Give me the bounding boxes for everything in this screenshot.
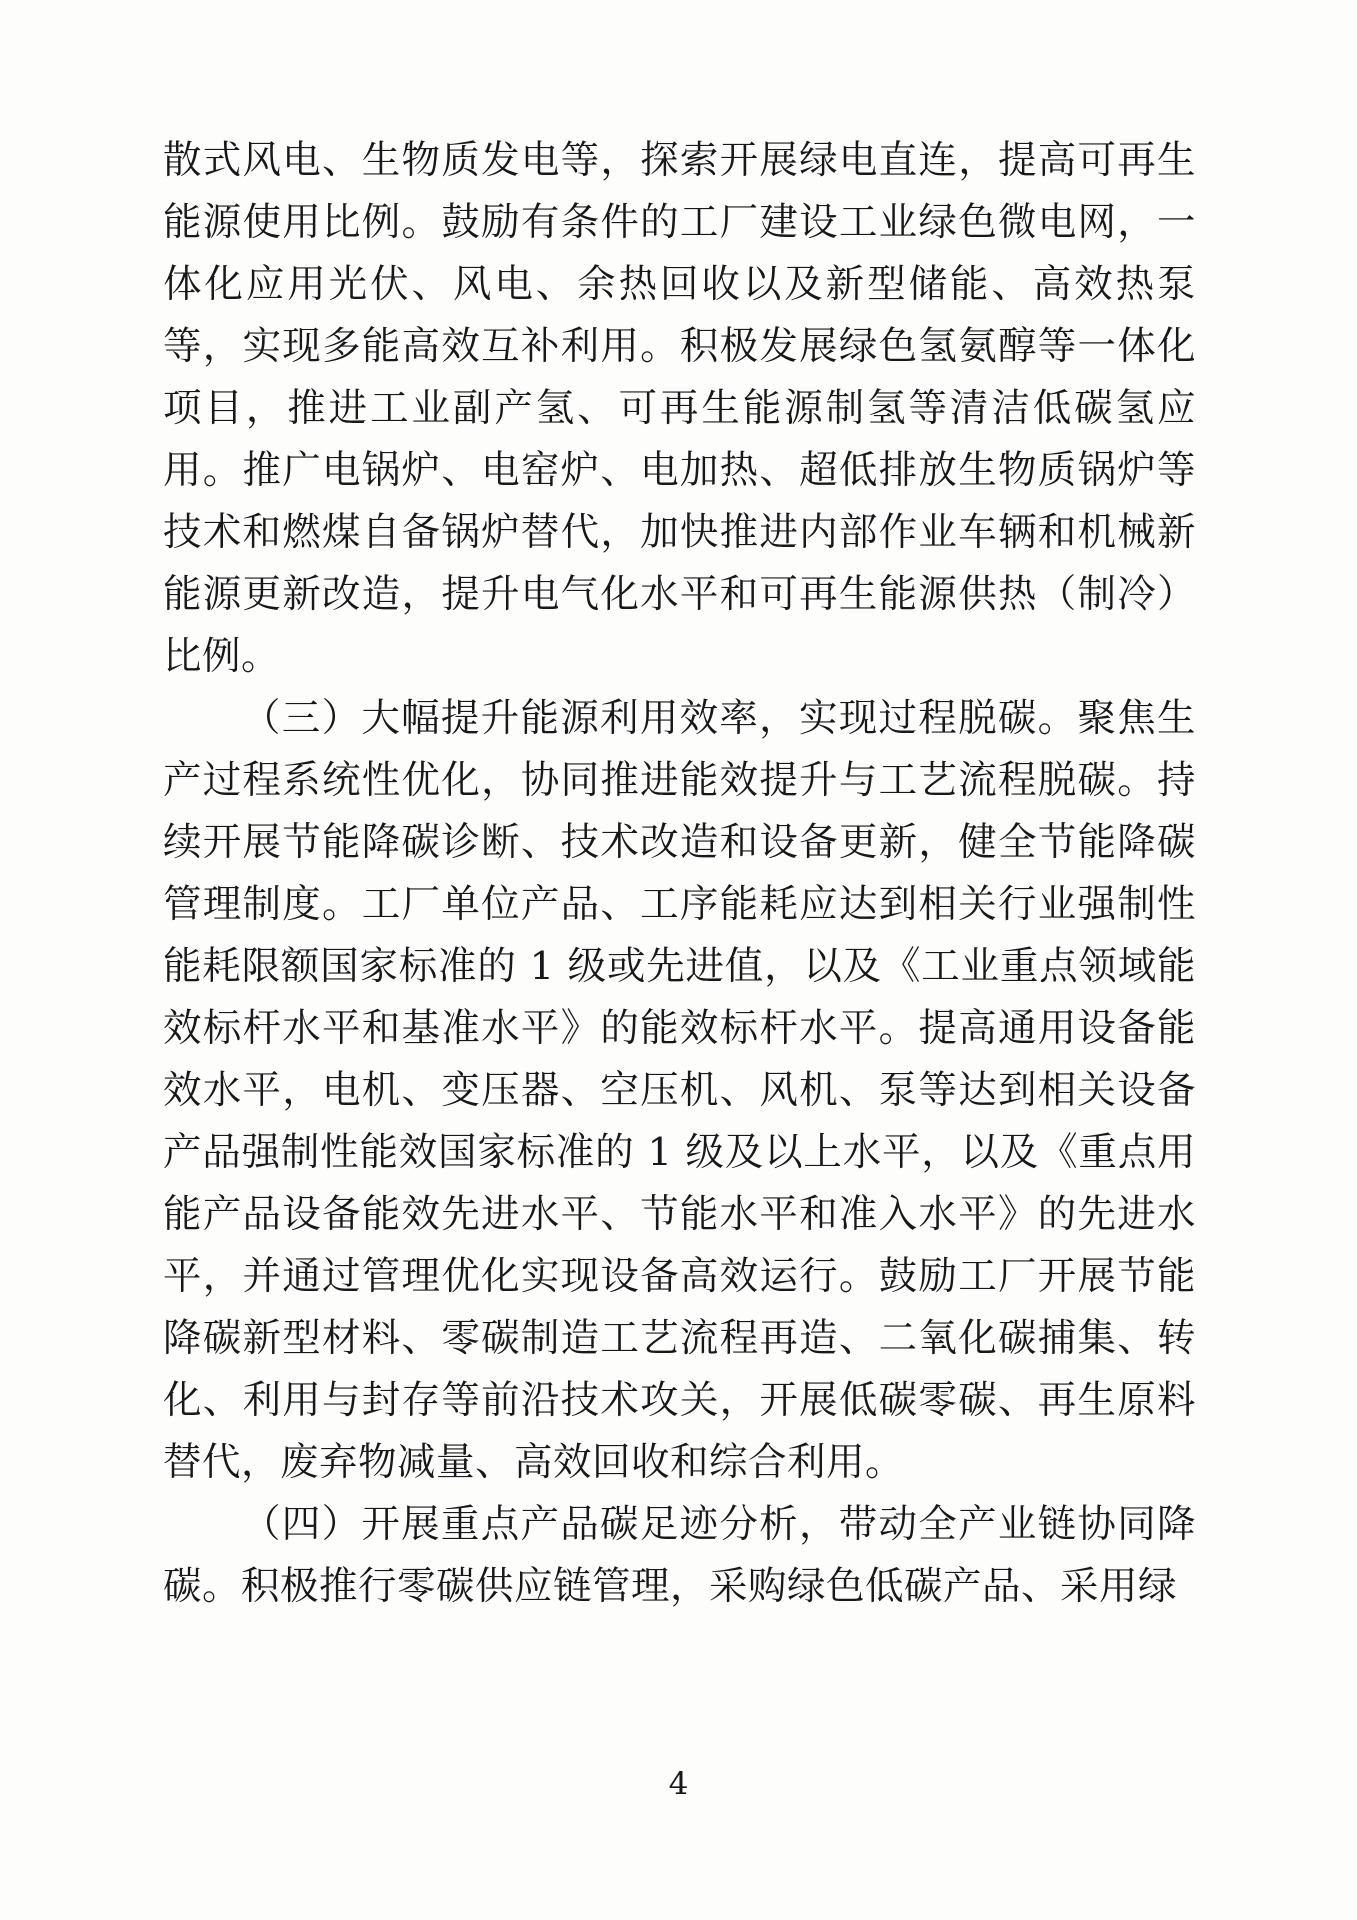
paragraph-3: （四）开展重点产品碳足迹分析，带动全产业链协同降碳。积极推行零碳供应链管理，采购绿色低碳产品、采用绿 xyxy=(163,1502,1196,1609)
paragraph-1: 散式风电、生物质发电等，探索开展绿电直连，提高可再生能源使用比例。鼓励有条件的工厂建设工业绿色微电网，一体化应用光伏、风电、余热回收以及新型储能、高效热泵等，实现多能高效互补利用。积极发展绿色氢氨醇等一体化项目，推进工业副产氢、可再生能源制氢等清洁低碳氢应用。推广电锅炉、电窑炉、电加热、超低排放生物质锅炉等技术和燃煤自备锅炉替代，加快推进内部作业车辆和机械新能源更新改造，提升电气化水平和可再生能源供热（制冷）比例。 xyxy=(163,138,1196,679)
page-number: 4 xyxy=(668,1766,689,1802)
paragraph-2: （三）大幅提升能源利用效率，实现过程脱碳。聚焦生产过程系统性优化，协同推进能效提升与工艺流程脱碳。持续开展节能降碳诊断、技术改造和设备更新，健全节能降碳管理制度。工厂单位产品、工序能耗应达到相关行业强制性能耗限额国家标准的 1 级或先进值，以及《工业重点领域能效标杆水平和基准水平》的能效标杆水平。提高通用设备能效水平，电机、变压器、空压机、风机、泵等达到相关设备产品强制性能效国家标准的 1 级及以上水平，以及《重点用能产品设备能效先进水平、节能水平和准入水平》的先进水平，并通过管理优化实现设备高效运行。鼓励工厂开展节能降碳新型材料、零碳制造工艺流程再造、二氧化碳捕集、转化、利用与封存等前沿技术攻关，开展低碳零碳、再生原料替代，废弃物减量、高效回收和综合利用。 xyxy=(163,696,1196,1485)
page-content xyxy=(163,130,1196,1618)
